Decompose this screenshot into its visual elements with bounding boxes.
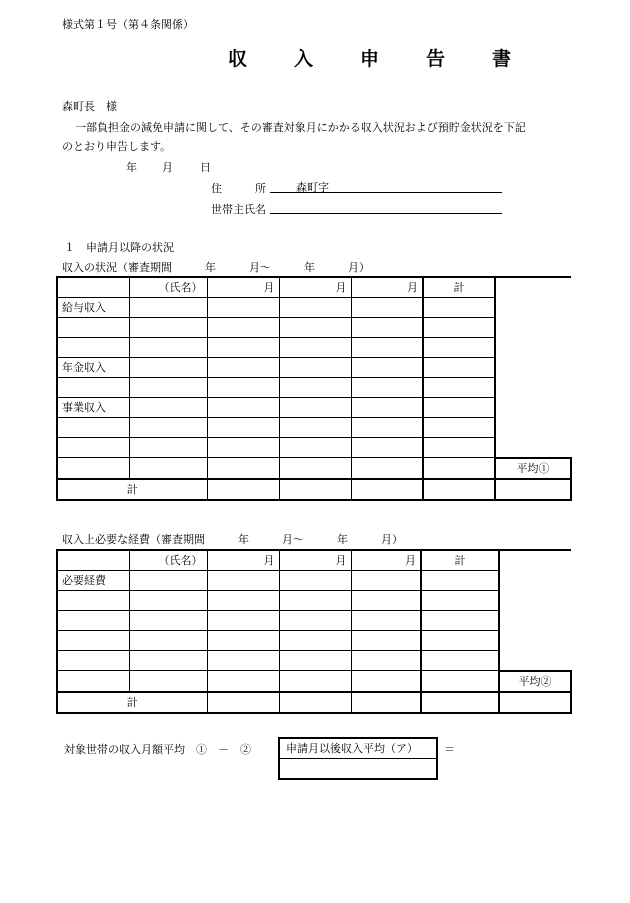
expense-col-month-1: 月 [207,550,279,571]
date-month[interactable]: 月 [162,161,173,174]
address-field[interactable] [270,179,502,193]
income-row-label: 年金収入 [57,358,129,378]
income-row-label: 給与収入 [57,298,129,318]
intro-line-1: 一部負担金の減免申請に関して、その審査対象月にかかる収入状況および預貯金状況を下記 [75,121,526,134]
expense-col-name: （氏名） [129,550,207,571]
page-title: 収 入 申 告 書 [228,48,526,70]
average-1-label: 平均① [495,458,571,479]
income-col-total: 計 [423,277,495,298]
income-row-label: 事業収入 [57,398,129,418]
expense-grand-total[interactable] [421,692,499,713]
form-number: 様式第１号（第４条関係） [62,18,194,31]
income-heading: 収入の状況（審査期間 年 月～ 年 月） [62,261,370,274]
average-1-value[interactable] [495,479,571,500]
income-total-cell[interactable] [279,479,351,500]
income-col-month-3: 月 [351,277,423,298]
expense-total-cell[interactable] [207,692,279,713]
addressee: 森町長 様 [62,100,117,113]
income-col-name: （氏名） [129,277,207,298]
income-table [56,276,572,501]
income-col-month-2: 月 [279,277,351,298]
income-col-month-1: 月 [207,277,279,298]
address-value: 森町字 [296,181,329,194]
head-name-label: 世帯主氏名 [211,203,266,216]
expense-heading: 収入上必要な経費（審査期間 年 月～ 年 月） [62,533,403,546]
result-box-value[interactable] [280,759,436,778]
income-total-cell[interactable] [207,479,279,500]
income-corner [57,277,129,298]
average-2-value[interactable] [499,692,571,713]
equals-sign: ＝ [444,743,455,756]
expense-col-month-2: 月 [279,550,351,571]
income-grand-total[interactable] [423,479,495,500]
expense-total-label: 計 [57,692,207,713]
expense-row-label: 必要経費 [57,571,129,591]
average-2-label: 平均② [499,671,571,692]
section1-heading: １ 申請月以降の状況 [64,241,174,254]
result-box [278,737,438,780]
income-total-cell[interactable] [351,479,423,500]
expense-col-month-3: 月 [351,550,421,571]
address-label: 住 所 [211,182,266,195]
expense-corner [57,550,129,571]
formula-label: 対象世帯の収入月額平均 ① － ② [64,743,251,756]
expense-col-total: 計 [421,550,499,571]
result-box-label: 申請月以後収入平均（ア） [280,739,436,759]
income-total-label: 計 [57,479,207,500]
expense-total-cell[interactable] [351,692,421,713]
head-name-field[interactable] [270,200,502,214]
expense-table [56,549,572,714]
intro-line-2: のとおり申告します。 [62,140,172,153]
expense-total-cell[interactable] [279,692,351,713]
date-day[interactable]: 日 [200,161,211,174]
date-year[interactable]: 年 [126,161,137,174]
